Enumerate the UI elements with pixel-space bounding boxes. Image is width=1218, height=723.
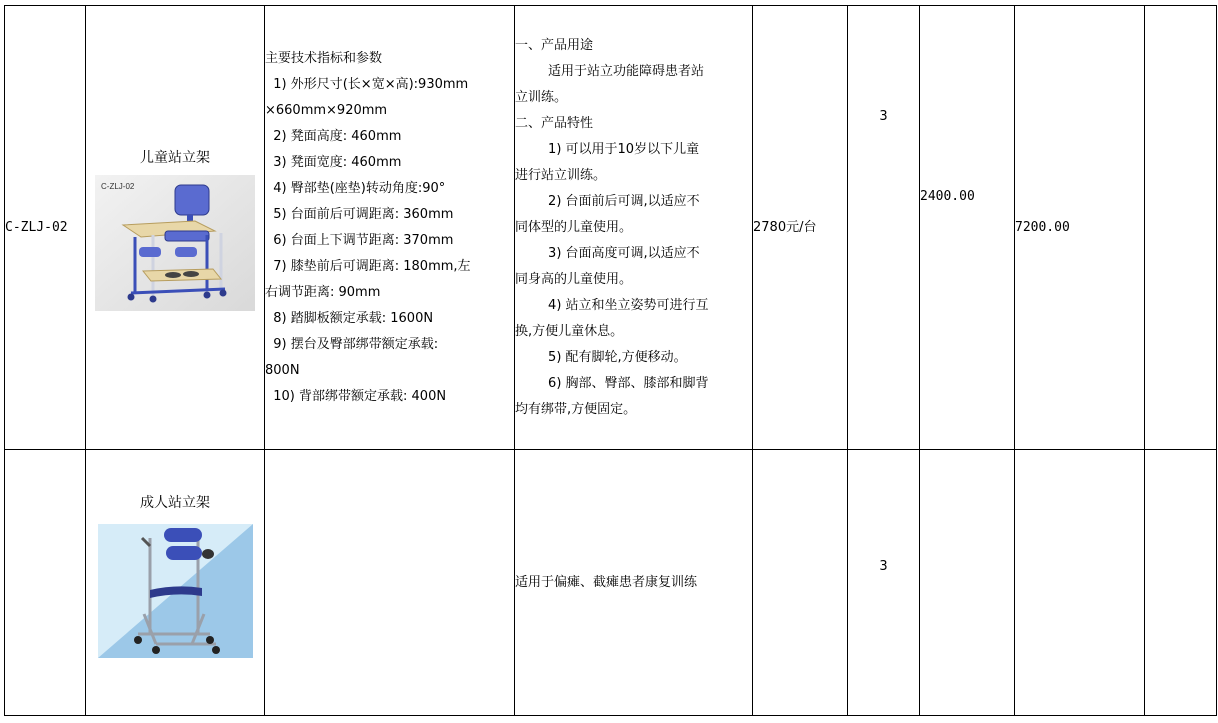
description-cell xyxy=(515,6,753,450)
product-name: 成人站立架 xyxy=(140,495,210,511)
desc-line: 4) 站立和坐立姿势可进行互 xyxy=(515,297,709,313)
price-cell xyxy=(753,450,848,716)
unit-price-cell: 2400.00 xyxy=(920,6,1015,450)
product-code xyxy=(5,450,86,716)
desc-line: 2) 台面前后可调,以适应不 xyxy=(515,193,700,209)
spec-line: 10) 背部绑带额定承载: 400N xyxy=(265,388,447,404)
table-row xyxy=(5,6,1217,450)
spec-cell xyxy=(265,450,515,716)
desc-line: 适用于偏瘫、截瘫患者康复训练 xyxy=(515,574,698,590)
spec-line: 7) 膝垫前后可调距离: 180mm,左 xyxy=(265,258,471,274)
desc-line: 一、产品用途 xyxy=(515,37,594,53)
price-cell: 2780元/台 xyxy=(753,6,848,450)
product-name: 儿童站立架 xyxy=(140,149,210,166)
desc-line: 同身高的儿童使用。 xyxy=(515,271,633,287)
desc-line: 二、产品特性 xyxy=(515,115,594,131)
spec-line: ×660mm×920mm xyxy=(265,102,388,118)
desc-line: 适用于站立功能障碍患者站 xyxy=(515,63,705,79)
desc-line: 均有绑带,方便固定。 xyxy=(515,401,637,417)
product-image-adult-stand xyxy=(98,524,253,658)
spec-line: 主要技术指标和参数 xyxy=(265,50,383,66)
spec-line: 6) 台面上下调节距离: 370mm xyxy=(265,232,454,248)
spec-line: 5) 台面前后可调距离: 360mm xyxy=(265,206,454,222)
spec-cell xyxy=(265,6,515,450)
desc-line: 5) 配有脚轮,方便移动。 xyxy=(515,349,687,365)
spec-line: 3) 凳面宽度: 460mm xyxy=(265,154,402,170)
spec-line: 右调节距离: 90mm xyxy=(265,284,381,300)
product-name-cell xyxy=(86,450,265,716)
description-cell xyxy=(515,450,753,716)
total-cell xyxy=(1015,450,1145,716)
table-row xyxy=(5,450,1217,716)
desc-line: 进行站立训练。 xyxy=(515,167,607,183)
desc-line: 6) 胸部、臀部、膝部和脚背 xyxy=(515,375,709,391)
total-cell: 7200.00 xyxy=(1015,6,1145,450)
desc-line: 立训练。 xyxy=(515,89,568,105)
product-image-child-stand xyxy=(95,175,255,311)
spec-line: 2) 凳面高度: 460mm xyxy=(265,128,402,144)
desc-line: 1) 可以用于10岁以下儿童 xyxy=(515,141,700,157)
spec-line: 9) 摆台及臀部绑带额定承载: xyxy=(265,336,439,352)
spec-line: 8) 踏脚板额定承载: 1600N xyxy=(265,310,434,326)
spec-line: 1) 外形尺寸(长×宽×高):930mm xyxy=(265,76,469,92)
unit-price-cell xyxy=(920,450,1015,716)
desc-line: 3) 台面高度可调,以适应不 xyxy=(515,245,700,261)
product-code: C-ZLJ-02 xyxy=(5,6,86,450)
child-stand-illustration xyxy=(95,175,255,311)
quantity-cell: 3 xyxy=(848,450,920,716)
adult-stand-illustration xyxy=(98,524,253,658)
product-table xyxy=(4,5,1217,716)
product-name-cell xyxy=(86,6,265,450)
extra-cell xyxy=(1145,450,1217,716)
desc-line: 换,方便儿童休息。 xyxy=(515,323,624,339)
image-label: C-ZLJ-02 xyxy=(101,181,135,191)
extra-cell xyxy=(1145,6,1217,450)
quantity-cell: 3 xyxy=(848,6,920,450)
spec-line: 4) 臀部垫(座垫)转动角度:90° xyxy=(265,180,446,196)
desc-line: 同体型的儿童使用。 xyxy=(515,219,633,235)
spec-line: 800N xyxy=(265,362,300,378)
